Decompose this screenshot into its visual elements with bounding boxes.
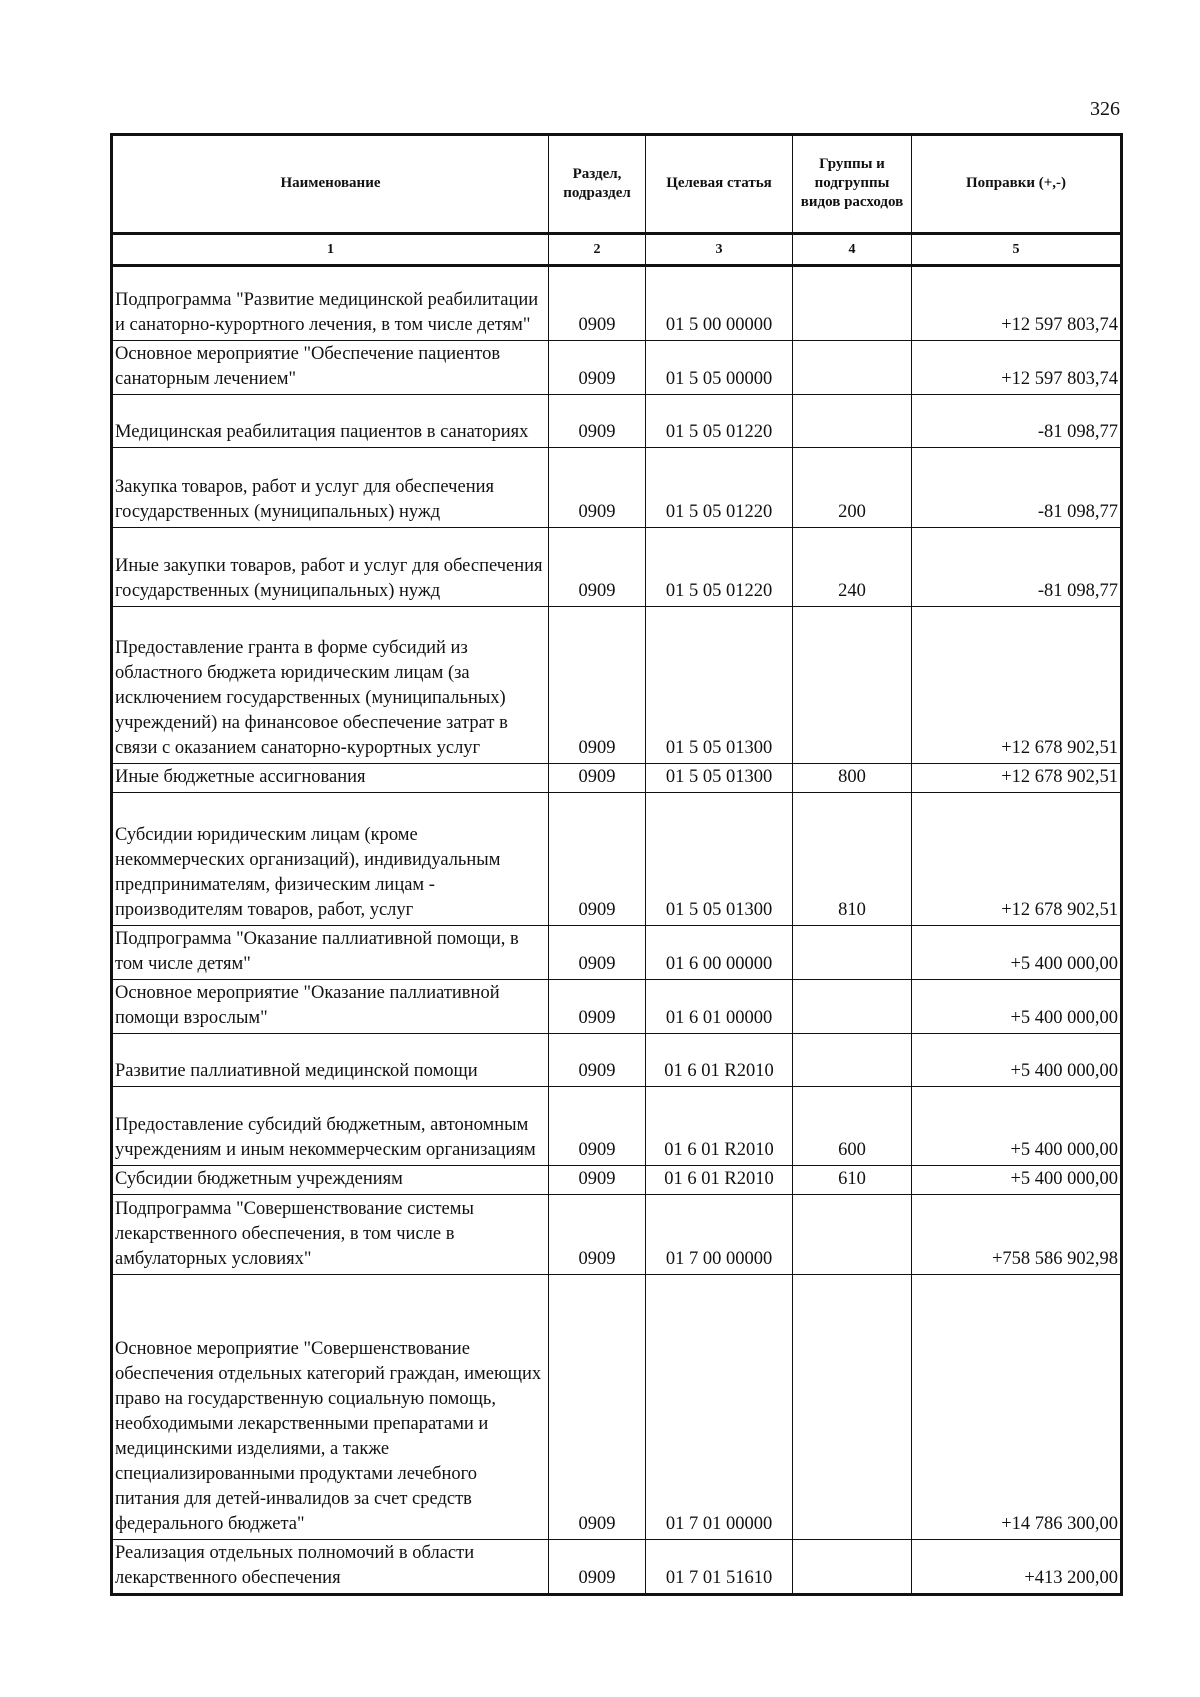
row-target: 01 7 01 51610 xyxy=(646,1540,793,1595)
column-number: 3 xyxy=(646,234,793,266)
table-row xyxy=(112,607,1122,764)
column-number: 1 xyxy=(112,234,549,266)
column-number: 2 xyxy=(549,234,646,266)
row-name: Иные бюджетные ассигнования xyxy=(112,764,549,793)
row-group: 600 xyxy=(793,1087,912,1166)
row-amount: +14 786 300,00 xyxy=(912,1275,1122,1540)
table-row xyxy=(112,395,1122,448)
row-name: Подпрограмма "Развитие медицинской реабилитации и санаторно-курортного лечения, в том числе детям" xyxy=(112,266,549,341)
row-section: 0909 xyxy=(549,1034,646,1087)
row-target: 01 5 05 01300 xyxy=(646,607,793,764)
row-section: 0909 xyxy=(549,1087,646,1166)
row-group xyxy=(793,395,912,448)
budget-table xyxy=(110,133,1123,1596)
row-target: 01 6 01 R2010 xyxy=(646,1034,793,1087)
row-target: 01 5 05 01220 xyxy=(646,528,793,607)
row-group xyxy=(793,266,912,341)
row-section: 0909 xyxy=(549,793,646,926)
row-target: 01 5 05 00000 xyxy=(646,341,793,395)
row-target: 01 6 01 00000 xyxy=(646,980,793,1034)
row-section: 0909 xyxy=(549,1540,646,1595)
row-amount: +758 586 902,98 xyxy=(912,1195,1122,1275)
header-name: Наименование xyxy=(112,135,549,234)
header-target: Целевая статья xyxy=(646,135,793,234)
row-name: Подпрограмма "Совершенствование системы лекарственного обеспечения, в том числе в амбулаторных условиях" xyxy=(112,1195,549,1275)
table-row xyxy=(112,448,1122,528)
row-name: Основное мероприятие "Оказание паллиативной помощи взрослым" xyxy=(112,980,549,1034)
row-group: 810 xyxy=(793,793,912,926)
row-group: 610 xyxy=(793,1166,912,1195)
row-group xyxy=(793,926,912,980)
table-row xyxy=(112,980,1122,1034)
row-amount: +5 400 000,00 xyxy=(912,1034,1122,1087)
row-name: Подпрограмма "Оказание паллиативной помощи, в том числе детям" xyxy=(112,926,549,980)
row-target: 01 6 01 R2010 xyxy=(646,1087,793,1166)
table-row xyxy=(112,764,1122,793)
row-group xyxy=(793,980,912,1034)
row-group xyxy=(793,607,912,764)
row-target: 01 5 05 01300 xyxy=(646,793,793,926)
table-row xyxy=(112,266,1122,341)
table-row xyxy=(112,1034,1122,1087)
row-name: Развитие паллиативной медицинской помощи xyxy=(112,1034,549,1087)
row-target: 01 6 01 R2010 xyxy=(646,1166,793,1195)
row-amount: +413 200,00 xyxy=(912,1540,1122,1595)
row-amount: +12 678 902,51 xyxy=(912,764,1122,793)
row-target: 01 5 05 01220 xyxy=(646,448,793,528)
table-row xyxy=(112,926,1122,980)
row-group xyxy=(793,1034,912,1087)
row-amount: +12 678 902,51 xyxy=(912,793,1122,926)
header-amendment: Поправки (+,-) xyxy=(912,135,1122,234)
table-row xyxy=(112,341,1122,395)
row-group xyxy=(793,341,912,395)
row-section: 0909 xyxy=(549,1275,646,1540)
row-name: Предоставление гранта в форме субсидий из областного бюджета юридическим лицам (за исключением государственных (муниципальных) учреждений) на финансовое обеспечение затрат в связи с оказанием санаторно-курортных услуг xyxy=(112,607,549,764)
row-name: Закупка товаров, работ и услуг для обеспечения государственных (муниципальных) нужд xyxy=(112,448,549,528)
row-target: 01 5 05 01220 xyxy=(646,395,793,448)
row-amount: -81 098,77 xyxy=(912,448,1122,528)
row-amount: +12 597 803,74 xyxy=(912,341,1122,395)
row-section: 0909 xyxy=(549,341,646,395)
row-section: 0909 xyxy=(549,395,646,448)
row-amount: +12 678 902,51 xyxy=(912,607,1122,764)
row-amount: +5 400 000,00 xyxy=(912,1166,1122,1195)
table-row xyxy=(112,1166,1122,1195)
row-amount: +12 597 803,74 xyxy=(912,266,1122,341)
row-section: 0909 xyxy=(549,980,646,1034)
row-group xyxy=(793,1275,912,1540)
row-amount: -81 098,77 xyxy=(912,528,1122,607)
column-number: 5 xyxy=(912,234,1122,266)
table-row xyxy=(112,528,1122,607)
column-number-row xyxy=(112,234,1122,266)
row-section: 0909 xyxy=(549,528,646,607)
row-group: 200 xyxy=(793,448,912,528)
row-section: 0909 xyxy=(549,607,646,764)
row-section: 0909 xyxy=(549,1166,646,1195)
row-group xyxy=(793,1540,912,1595)
header-group: Группы и подгруппы видов расходов xyxy=(793,135,912,234)
table-row xyxy=(112,1087,1122,1166)
row-target: 01 7 00 00000 xyxy=(646,1195,793,1275)
row-group xyxy=(793,1195,912,1275)
row-section: 0909 xyxy=(549,266,646,341)
row-name: Реализация отдельных полномочий в области лекарственного обеспечения xyxy=(112,1540,549,1595)
row-amount: -81 098,77 xyxy=(912,395,1122,448)
row-name: Субсидии юридическим лицам (кроме некоммерческих организаций), индивидуальным предпринимателям, физическим лицам - производителям товаров, работ, услуг xyxy=(112,793,549,926)
row-section: 0909 xyxy=(549,764,646,793)
header-section: Раздел, подраздел xyxy=(549,135,646,234)
header-row xyxy=(112,135,1122,234)
row-target: 01 7 01 00000 xyxy=(646,1275,793,1540)
row-amount: +5 400 000,00 xyxy=(912,980,1122,1034)
row-name: Основное мероприятие "Обеспечение пациентов санаторным лечением" xyxy=(112,341,549,395)
row-amount: +5 400 000,00 xyxy=(912,1087,1122,1166)
row-name: Субсидии бюджетным учреждениям xyxy=(112,1166,549,1195)
row-name: Основное мероприятие "Совершенствование обеспечения отдельных категорий граждан, имеющих право на государственную социальную помощь, необходимыми лекарственными препаратами и медицинскими изделиями, а также специализированными продуктами лечебного питания для детей-инвалидов за счет средств федерального бюджета" xyxy=(112,1275,549,1540)
row-amount: +5 400 000,00 xyxy=(912,926,1122,980)
row-target: 01 5 05 01300 xyxy=(646,764,793,793)
row-name: Медицинская реабилитация пациентов в санаториях xyxy=(112,395,549,448)
row-section: 0909 xyxy=(549,1195,646,1275)
table-row xyxy=(112,1540,1122,1595)
row-section: 0909 xyxy=(549,926,646,980)
row-name: Предоставление субсидий бюджетным, автономным учреждениям и иным некоммерческим организациям xyxy=(112,1087,549,1166)
row-group: 800 xyxy=(793,764,912,793)
column-number: 4 xyxy=(793,234,912,266)
row-name: Иные закупки товаров, работ и услуг для обеспечения государственных (муниципальных) нужд xyxy=(112,528,549,607)
table-row xyxy=(112,1195,1122,1275)
table-row xyxy=(112,793,1122,926)
page-number: 326 xyxy=(1090,98,1120,120)
table-row xyxy=(112,1275,1122,1540)
row-group: 240 xyxy=(793,528,912,607)
row-target: 01 6 00 00000 xyxy=(646,926,793,980)
row-target: 01 5 00 00000 xyxy=(646,266,793,341)
row-section: 0909 xyxy=(549,448,646,528)
